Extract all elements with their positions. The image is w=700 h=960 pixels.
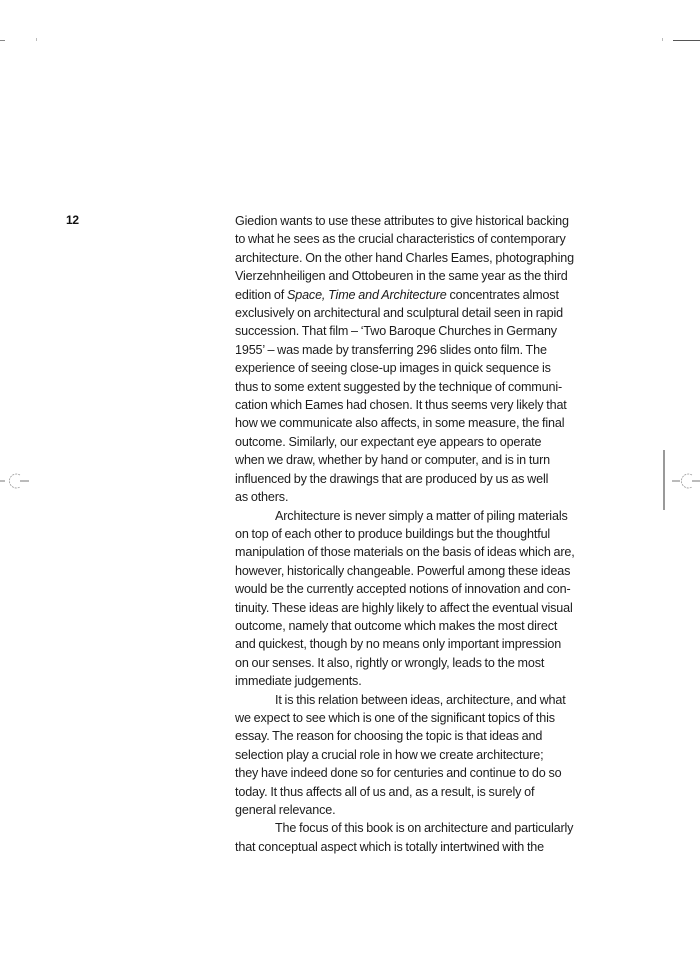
text-segment: concentrates almost [446,287,559,302]
registration-mark-left-icon [0,448,30,512]
paragraph [235,212,605,507]
text-line: Giedion wants to use these attributes to give historical backing [235,214,569,228]
text-segment: edition of [235,287,287,302]
crop-mark-top-right [673,40,700,41]
book-title-italic: Space, Time and Architecture [286,287,447,302]
text-line: on top of each other to produce buildings but the thoughtful [235,526,551,541]
crop-mark-top-left [0,40,5,41]
text-line: immediate judgements. [235,674,362,689]
text-line: manipulation of those materials on the basis of ideas which are, [235,545,575,560]
text-line: general relevance. [235,803,336,817]
text-line: however, historically changeable. Powerful among these ideas [235,563,571,578]
text-line: succession. That film – ‘Two Baroque Churches in Germany [235,324,557,339]
text-line: outcome, namely that outcome which makes the most direct [235,618,558,633]
text-line: on our senses. It also, rightly or wrongly, leads to the most [235,655,545,670]
text-line: today. It thus affects all of us and, as a result, is surely of [235,784,535,799]
page-number: 12 [66,213,79,227]
text-line: essay. The reason for choosing the topic is that ideas and [235,729,543,744]
text-line: 1955’ – was made by transferring 296 slides onto film. The [235,342,547,357]
text-line: influenced by the drawings that are produced by us as well [235,471,549,486]
crop-mark-top-right-tick [662,38,663,41]
paragraph [235,691,605,820]
text-line: Vierzehnheiligen and Ottobeuren in the same year as the third [235,269,568,284]
text-line: thus to some extent suggested by the technique of communi- [235,379,563,394]
text-line: outcome. Similarly, our expectant eye appears to operate [235,434,542,449]
crop-mark-top-left-tick [36,38,37,41]
text-line [235,286,605,304]
text-line: Architecture is never simply a matter of piling materials [275,508,568,523]
text-line: The focus of this book is on architecture and particularly [275,821,574,836]
text-line: would be the currently accepted notions of innovation and con- [235,582,571,597]
text-line: as others. [235,490,289,505]
paragraph [235,507,605,691]
text-line: how we communicate also affects, in some measure, the final [235,416,565,431]
paragraph [235,819,605,856]
text-line: experience of seeing close-up images in quick sequence is [235,361,551,376]
text-line: selection play a crucial role in how we create architecture; [235,747,544,762]
text-line: they have indeed done so for centuries and continue to do so [235,766,562,781]
text-line: when we draw, whether by hand or computer, and is in turn [235,453,550,468]
text-line: cation which Eames had chosen. It thus seems very likely that [235,398,567,413]
registration-mark-right-icon [662,448,700,512]
text-line: exclusively on architectural and sculptural detail seen in rapid [235,306,564,321]
text-line: architecture. On the other hand Charles Eames, photographing [235,250,574,265]
text-line: that conceptual aspect which is totally intertwined with the [235,839,545,854]
text-line: tinuity. These ideas are highly likely to affect the eventual visual [235,600,573,615]
text-line: and quickest, though by no means only important impression [235,637,562,652]
text-line: we expect to see which is one of the significant topics of this [235,710,555,725]
text-line: It is this relation between ideas, architecture, and what [275,692,566,707]
body-text [235,212,605,856]
text-line: to what he sees as the crucial characteristics of contemporary [235,232,566,247]
